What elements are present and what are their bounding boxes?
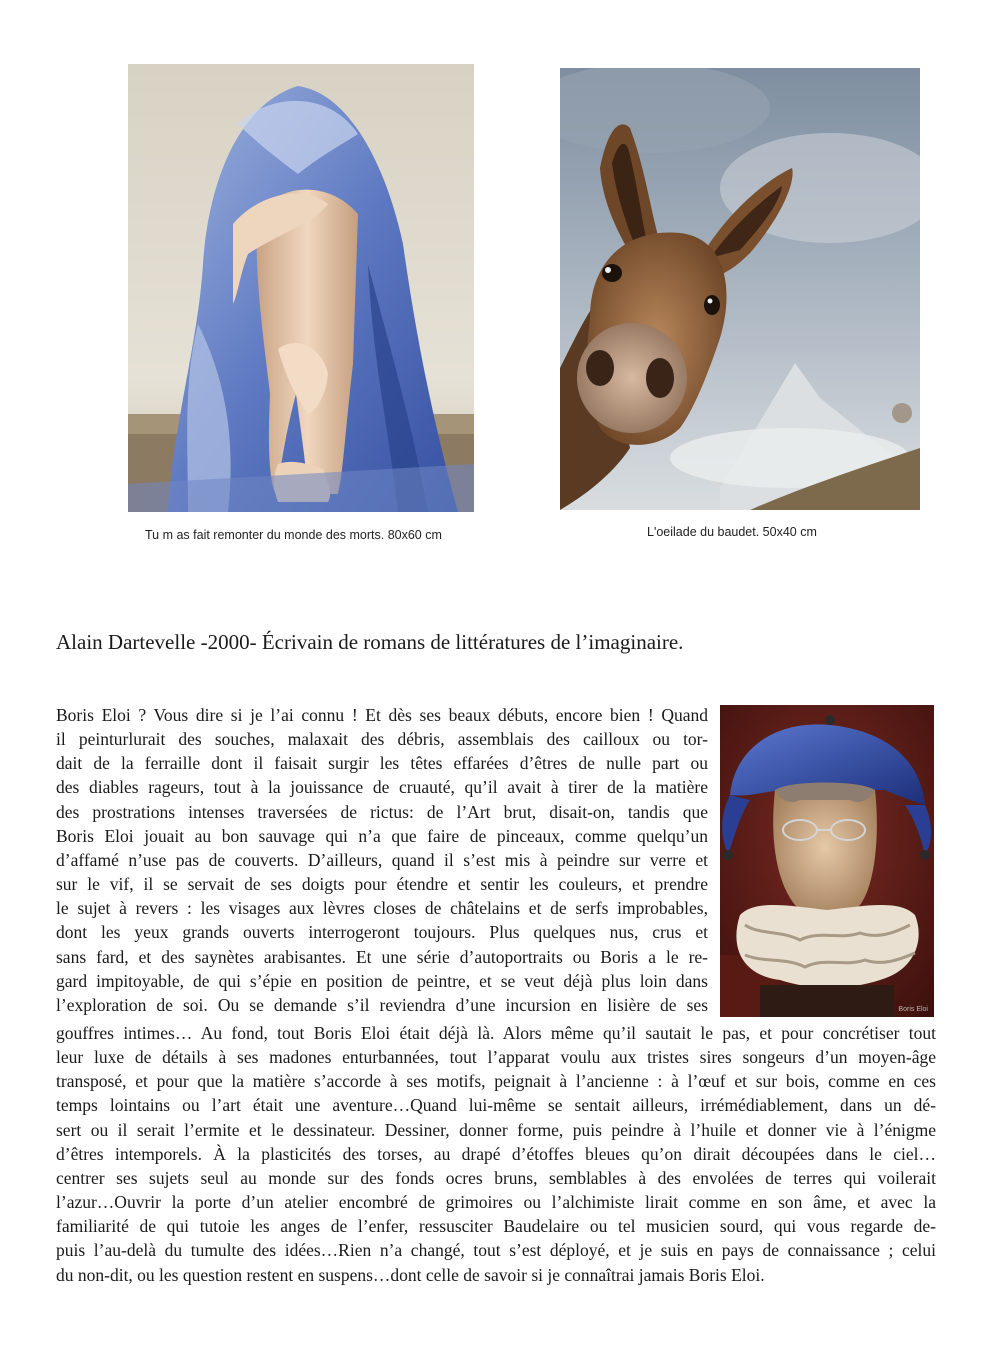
article-text-full xyxy=(56,1021,936,1287)
text-line: sur le vif, il se servait de ses doigts pour étendre et sentir les couleurs, et prendre xyxy=(56,874,708,895)
article-text-wrapped xyxy=(56,703,708,1017)
text-line: puis l’au-delà du tumulte des idées…Rien n’a changé, tout s’est déployé, et je suis en pays de connaissance ; celui xyxy=(56,1240,936,1261)
text-line: Boris Eloi jouait au bon sauvage qui n’a que faire de pinceaux, comme quelqu’un xyxy=(56,825,708,846)
text-line: il peinturlurait des souches, malaxait des débris, assemblais des cailloux ou tor- xyxy=(56,729,708,750)
text-line: familiarité de qui tutoie les anges de l’enfer, ressusciter Baudelaire ou tel musicien sourd, qui vous regarde de- xyxy=(56,1216,936,1237)
text-line: centrer ses sujets seul au monde sur des fonds ocres bruns, semblables à des envolées de terres qui voilerait xyxy=(56,1167,936,1188)
text-line: d’êtres intemporels. À la plasticités des torses, au drapé d’étoffes bleues qu’on dirait découpées dans le ciel… xyxy=(56,1143,936,1164)
text-line: des diables rageurs, tout à la jouissance de cruauté, qu’il avait à tirer de la matière xyxy=(56,777,708,798)
painting-donkey xyxy=(560,68,920,510)
text-line: transposé, et pour que la matière s’accorde à ses motifs, peignait à l’ancienne : à l’œuf et sur bois, comme en ces xyxy=(56,1071,936,1092)
painting-caption-2: L'oeilade du baudet. 50x40 cm xyxy=(647,525,817,539)
text-line: Boris Eloi ? Vous dire si je l’ai connu ! Et dès ses beaux débuts, encore bien ! Quand xyxy=(56,705,708,725)
painting-jester-portrait xyxy=(720,705,934,1017)
text-line: l’azur…Ouvrir la porte d’un atelier encombré de grimoires ou l’alchimiste lirait comme en son âme, et avec la xyxy=(56,1192,936,1213)
painting-hooded-figure xyxy=(128,64,474,512)
text-line: temps lointains ou l’art était une aventure…Quand lui-même se sentait ailleurs, irrémédiablement, dans un dé- xyxy=(56,1095,936,1116)
text-line: du non-dit, ou les question restent en suspens…dont celle de savoir si je connaîtrai jamais Boris Eloi. xyxy=(56,1264,765,1285)
text-line: gouffres intimes… Au fond, tout Boris Eloi était déjà là. Alors même qu’il sautait le pas, et pour concrétiser tout xyxy=(56,1023,936,1043)
text-line: dait de la ferraille dont il faisait surgir les têtes effarées d’êtres de nulle part ou xyxy=(56,753,708,774)
text-line: sert ou il serait l’ermite et le dessinateur. Dessiner, donner forme, puis peindre à l’huile et donner vie à l’énigme xyxy=(56,1119,936,1140)
painting-signature: Boris Eloi xyxy=(898,1006,928,1013)
text-line: sans fard, et des saynètes arabisantes. Et une série d’autoportraits ou Boris a le re- xyxy=(56,946,708,967)
text-line: dont les yeux grands ouverts interrogeront toujours. Plus quelques nus, crus et xyxy=(56,922,708,943)
text-line: leur luxe de détails à ses madones enturbannées, tout l’apparat voulu aux tristes sires songeurs d’un moyen-âge xyxy=(56,1047,936,1068)
text-line: gard impitoyable, de qui s’épie en position de peintre, et se veut déjà plus loin dans xyxy=(56,970,708,991)
text-line: le sujet à revers : les visages aux lèvres closes de châtelains et de serfs improbables, xyxy=(56,898,708,919)
text-line: l’exploration de soi. Ou se demande s’il reviendra d’une incursion en lisière de ses xyxy=(56,994,708,1015)
article-heading: Alain Dartevelle -2000- Écrivain de romans de littératures de l’imaginaire. xyxy=(56,630,684,654)
text-line: d’affamé n’use pas de couverts. D’ailleurs, quand il s’est mis à peindre sur verre et xyxy=(56,849,708,870)
painting-caption-1: Tu m as fait remonter du monde des morts. 80x60 cm xyxy=(145,528,442,542)
text-line: des prostrations intenses traversées de rictus: de l’Art brut, disait-on, tandis que xyxy=(56,801,708,822)
